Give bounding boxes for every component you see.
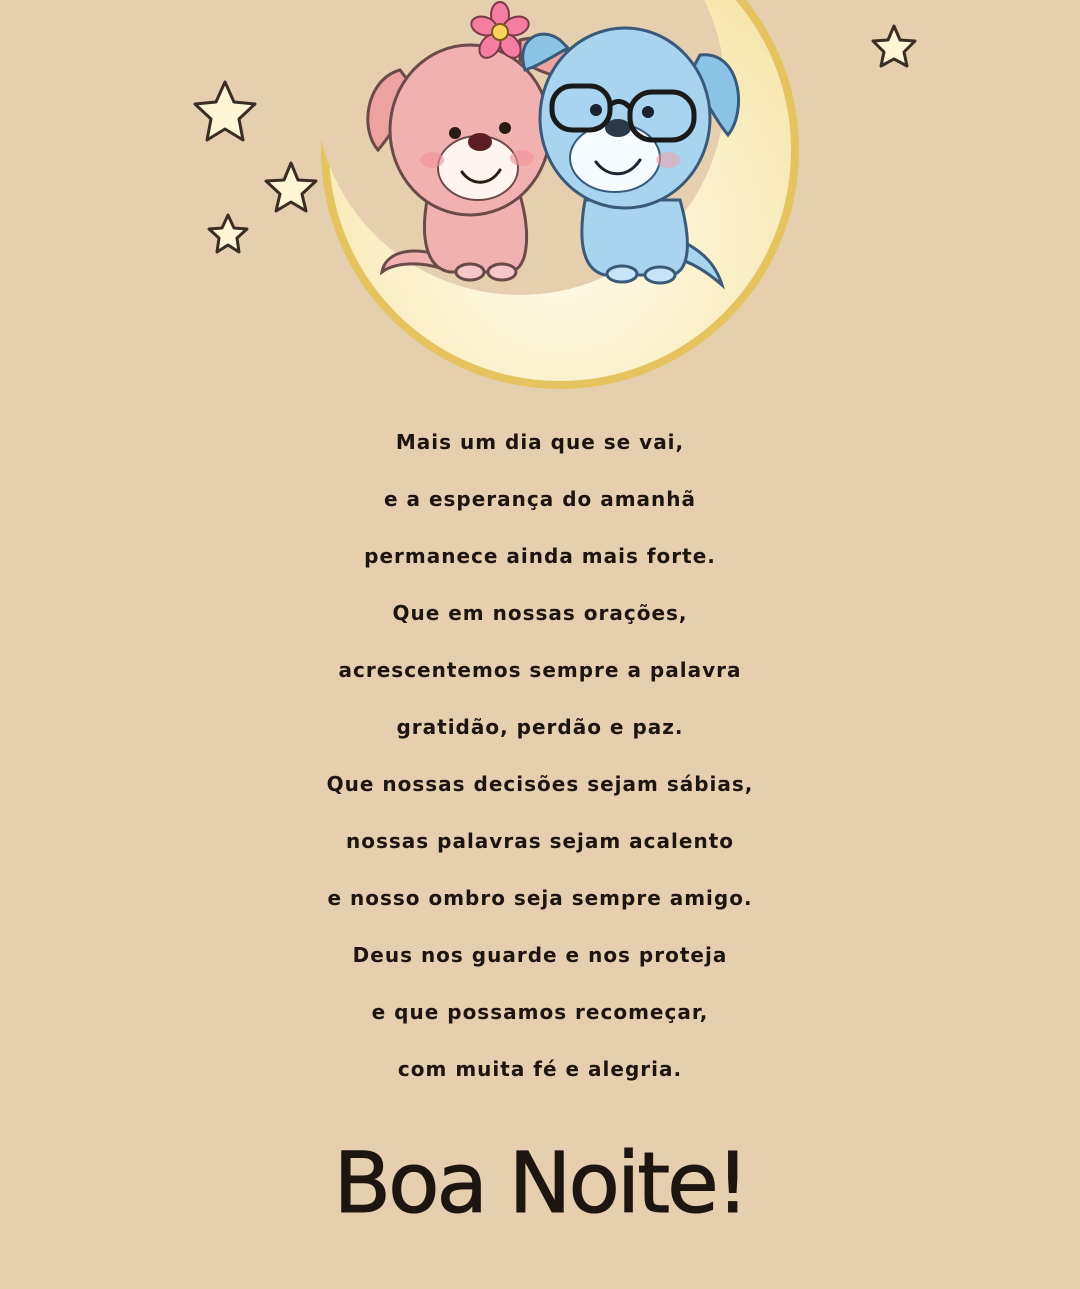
poem-line: gratidão, perdão e paz. — [396, 715, 684, 739]
star-icon — [873, 26, 915, 66]
closing-title: Boa Noite! — [333, 1134, 747, 1232]
poem-line: permanece ainda mais forte. — [364, 544, 716, 568]
poem-line: Mais um dia que se vai, — [395, 430, 685, 454]
poem-line: e nosso ombro seja sempre amigo. — [327, 886, 753, 910]
poem-line: Deus nos guarde e nos proteja — [352, 943, 728, 967]
poem-line: nossas palavras sejam acalento — [345, 829, 734, 853]
poem-line: Que em nossas orações, — [392, 601, 688, 625]
poem-line: e a esperança do amanhã — [383, 487, 697, 511]
poem-line: Que nossas decisões sejam sábias, — [326, 772, 754, 796]
star-icon — [209, 215, 247, 252]
poem-line: acrescentemos sempre a palavra — [338, 658, 742, 682]
poem — [0, 414, 1080, 1098]
moon-illustration — [0, 0, 1080, 400]
star-icon — [266, 163, 316, 211]
poem-line: e que possamos recomeçar, — [371, 1000, 709, 1024]
star-icon — [195, 82, 255, 140]
poem-line: com muita fé e alegria. — [397, 1057, 683, 1081]
